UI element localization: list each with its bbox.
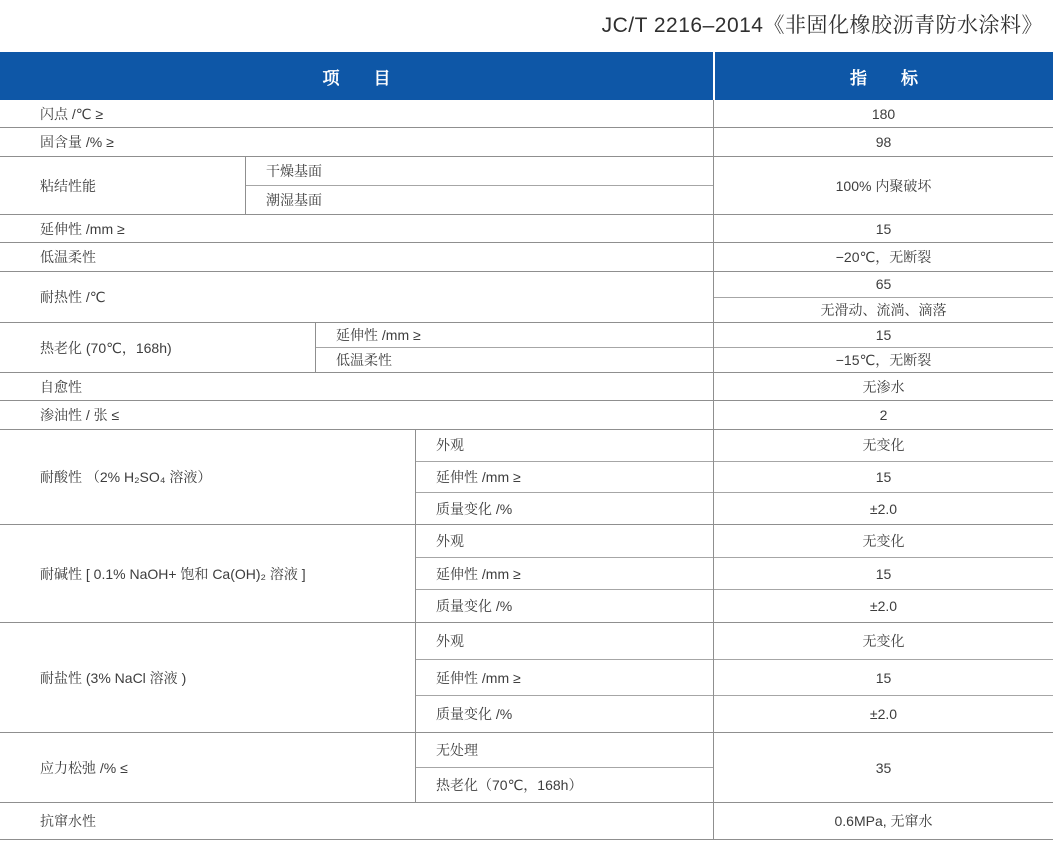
row-value: 15 xyxy=(875,327,892,343)
row-label: 固含量 /% ≥ xyxy=(40,134,114,150)
row-low-temp-flex xyxy=(0,243,1053,272)
row-value: 15 xyxy=(714,557,1053,590)
row-label: 耐酸性 （2% H₂SO₄ 溶液） xyxy=(40,469,212,485)
sub-label: 干燥基面 xyxy=(266,163,322,179)
bonding-subitems xyxy=(245,157,713,214)
row-salt-resistance xyxy=(0,623,1053,733)
row-label: 自愈性 xyxy=(40,378,82,395)
sub-label: 外观 xyxy=(436,632,464,649)
row-heat-aging xyxy=(0,323,1053,373)
sub-label: 延伸性 /mm ≥ xyxy=(416,461,713,493)
row-value: 0.6MPa, 无窜水 xyxy=(713,803,1053,839)
alkali-resistance-subitems xyxy=(415,525,713,622)
row-value: 2 xyxy=(713,401,1053,429)
sub-label: 质量变化 /% xyxy=(416,492,713,524)
sub-label: 延伸性 /mm ≥ xyxy=(416,557,713,590)
row-stress-relaxation xyxy=(0,733,1053,803)
acid-resistance-subitems xyxy=(415,430,713,524)
row-value: 15 xyxy=(714,659,1053,696)
stress-relaxation-subitems xyxy=(415,733,713,802)
sub-label: 热老化（70℃，168h） xyxy=(416,767,713,802)
row-solid-content xyxy=(0,128,1053,157)
sub-label: 无处理 xyxy=(436,742,478,758)
row-bonding xyxy=(0,157,1053,215)
page-title: JC/T 2216–2014《非固化橡胶沥青防水涂料》 xyxy=(601,14,1043,37)
heat-aging-subitems xyxy=(315,323,713,372)
row-value: 35 xyxy=(713,733,1053,802)
column-header-item: 项 目 xyxy=(322,68,391,88)
sub-label: 质量变化 /% xyxy=(416,695,713,732)
sub-label: 低温柔性 xyxy=(316,347,713,372)
heat-aging-values xyxy=(713,323,1053,372)
row-acid-resistance xyxy=(0,430,1053,525)
row-label: 延伸性 /mm ≥ xyxy=(40,220,125,237)
row-label: 耐热性 /℃ xyxy=(40,289,106,305)
row-value: 180 xyxy=(713,100,1053,127)
row-flash-point xyxy=(0,100,1053,128)
heat-resistance-values xyxy=(713,272,1053,322)
sub-label: 延伸性 /mm ≥ xyxy=(336,327,421,343)
row-label: 闪点 /℃ ≥ xyxy=(40,105,104,122)
sub-label: 外观 xyxy=(436,437,464,454)
row-value: 15 xyxy=(714,461,1053,493)
alkali-resistance-values xyxy=(713,525,1053,622)
row-water-penetration xyxy=(0,803,1053,840)
row-value: ±2.0 xyxy=(714,492,1053,524)
row-self-healing xyxy=(0,373,1053,401)
sub-label: 潮湿基面 xyxy=(246,185,713,214)
table-header xyxy=(0,52,1053,100)
sub-label: 外观 xyxy=(436,532,464,549)
sub-label: 延伸性 /mm ≥ xyxy=(416,659,713,696)
row-value: 无变化 xyxy=(862,632,905,649)
row-value: 无变化 xyxy=(862,532,905,549)
row-value: ±2.0 xyxy=(714,589,1053,622)
row-value: 15 xyxy=(713,215,1053,242)
row-value: −15℃，无断裂 xyxy=(714,347,1053,372)
row-heat-resistance xyxy=(0,272,1053,323)
salt-resistance-subitems xyxy=(415,623,713,732)
row-elongation xyxy=(0,215,1053,243)
row-oil-permeability xyxy=(0,401,1053,430)
row-value: 无变化 xyxy=(862,437,905,454)
sub-label: 质量变化 /% xyxy=(416,589,713,622)
row-value: 98 xyxy=(713,128,1053,156)
row-value: 无渗水 xyxy=(713,373,1053,400)
row-value: −20℃，无断裂 xyxy=(713,243,1053,271)
column-header-indicator: 指 标 xyxy=(713,52,1053,100)
row-label: 耐盐性 (3% NaCl 溶液 ) xyxy=(40,669,187,686)
row-label: 热老化 (70℃，168h) xyxy=(40,339,172,356)
salt-resistance-values xyxy=(713,623,1053,732)
row-value: 65 xyxy=(875,276,892,293)
row-value: 无滑动、流淌、滴落 xyxy=(714,297,1053,323)
row-label: 应力松弛 /% ≤ xyxy=(40,759,128,776)
acid-resistance-values xyxy=(713,430,1053,524)
spec-table xyxy=(0,52,1053,840)
row-value: 100% 内聚破坏 xyxy=(713,157,1053,214)
row-alkali-resistance xyxy=(0,525,1053,623)
row-label: 渗油性 / 张 ≤ xyxy=(40,407,120,423)
row-label: 抗窜水性 xyxy=(40,813,96,829)
row-label: 耐碱性 [ 0.1% NaOH+ 饱和 Ca(OH)₂ 溶液 ] xyxy=(40,565,306,582)
row-label: 低温柔性 xyxy=(40,249,96,265)
row-value: ±2.0 xyxy=(714,695,1053,732)
row-label: 粘结性能 xyxy=(40,177,96,194)
